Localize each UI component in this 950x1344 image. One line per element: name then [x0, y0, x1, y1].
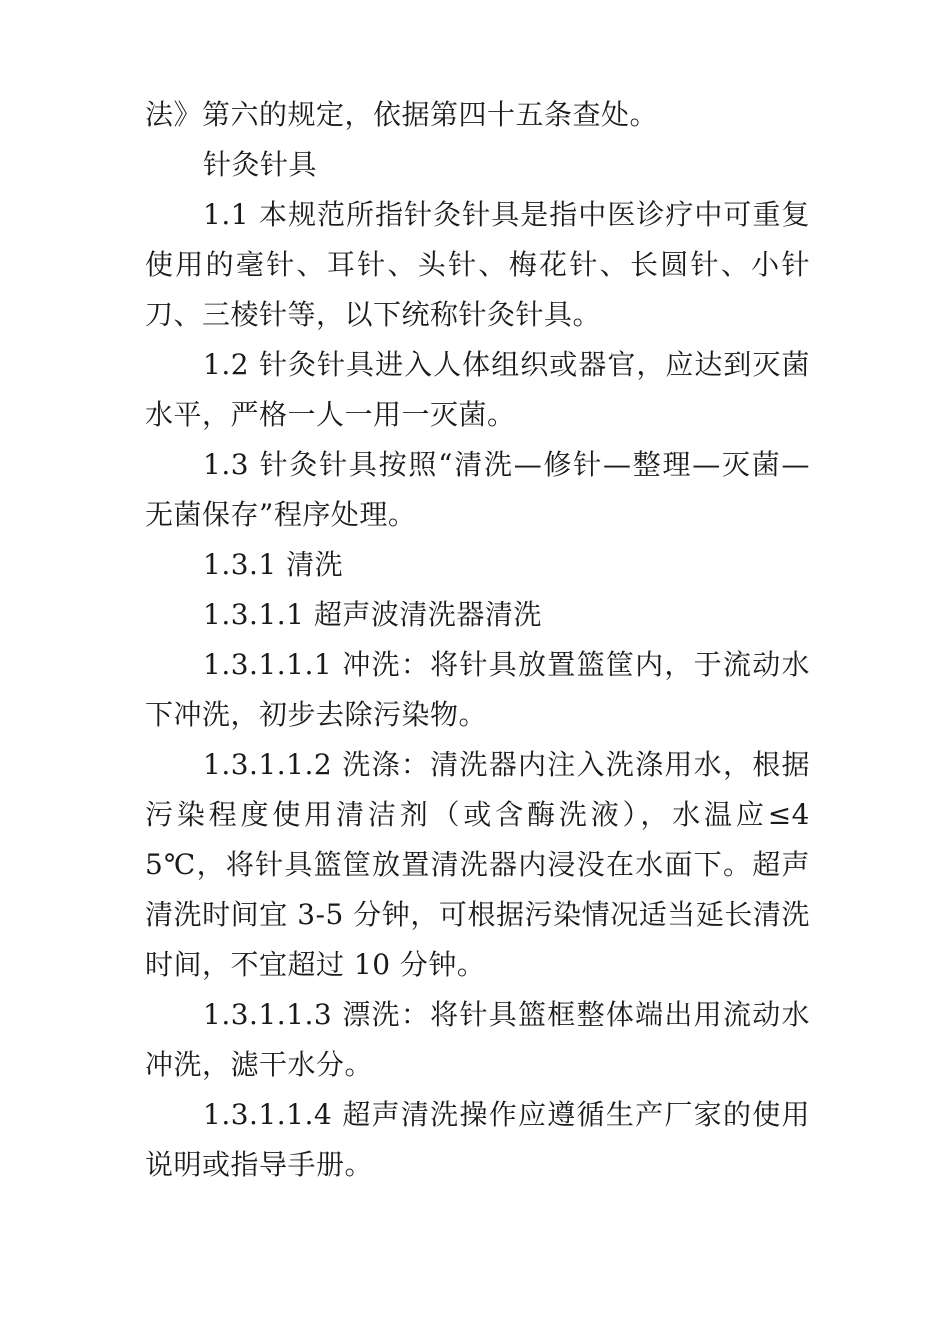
paragraph-1-3-1-1-2: 1.3.1.1.2 洗涤：清洗器内注入洗涤用水，根据污染程度使用清洁剂（或含酶洗液），水温应≤45℃，将针具篮筐放置清洗器内浸没在水面下。超声清洗时间宜 3-5 分钟，可根据污染情况适当延长清洗时间，不宜超过 10 分钟。	[145, 748, 810, 981]
document-body	[145, 90, 810, 1190]
paragraph-1-3: 1.3 针灸针具按照“清洗—修针—整理—灭菌—无菌保存”程序处理。	[145, 448, 810, 531]
paragraph-1-3-1-1-4: 1.3.1.1.4 超声清洗操作应遵循生产厂家的使用说明或指导手册。	[145, 1098, 810, 1181]
paragraph-1-3-1-1-1: 1.3.1.1.1 冲洗：将针具放置篮筐内，于流动水下冲洗，初步去除污染物。	[145, 648, 810, 731]
paragraph-1-3-1-1-3: 1.3.1.1.3 漂洗：将针具篮框整体端出用流动水冲洗，滤干水分。	[145, 998, 810, 1081]
subheading-1-3-1-1: 1.3.1.1 超声波清洗器清洗	[203, 598, 542, 631]
subheading-1-3-1: 1.3.1 清洗	[203, 548, 344, 581]
paragraph-continuation: 法》第六的规定，依据第四十五条查处。	[145, 98, 659, 131]
section-heading-acupuncture-needles: 针灸针具	[203, 148, 318, 181]
paragraph-1-2: 1.2 针灸针具进入人体组织或器官，应达到灭菌水平，严格一人一用一灭菌。	[145, 348, 810, 431]
paragraph-1-1: 1.1 本规范所指针灸针具是指中医诊疗中可重复使用的毫针、耳针、头针、梅花针、长圆针、小针刀、三棱针等，以下统称针灸针具。	[145, 198, 810, 331]
